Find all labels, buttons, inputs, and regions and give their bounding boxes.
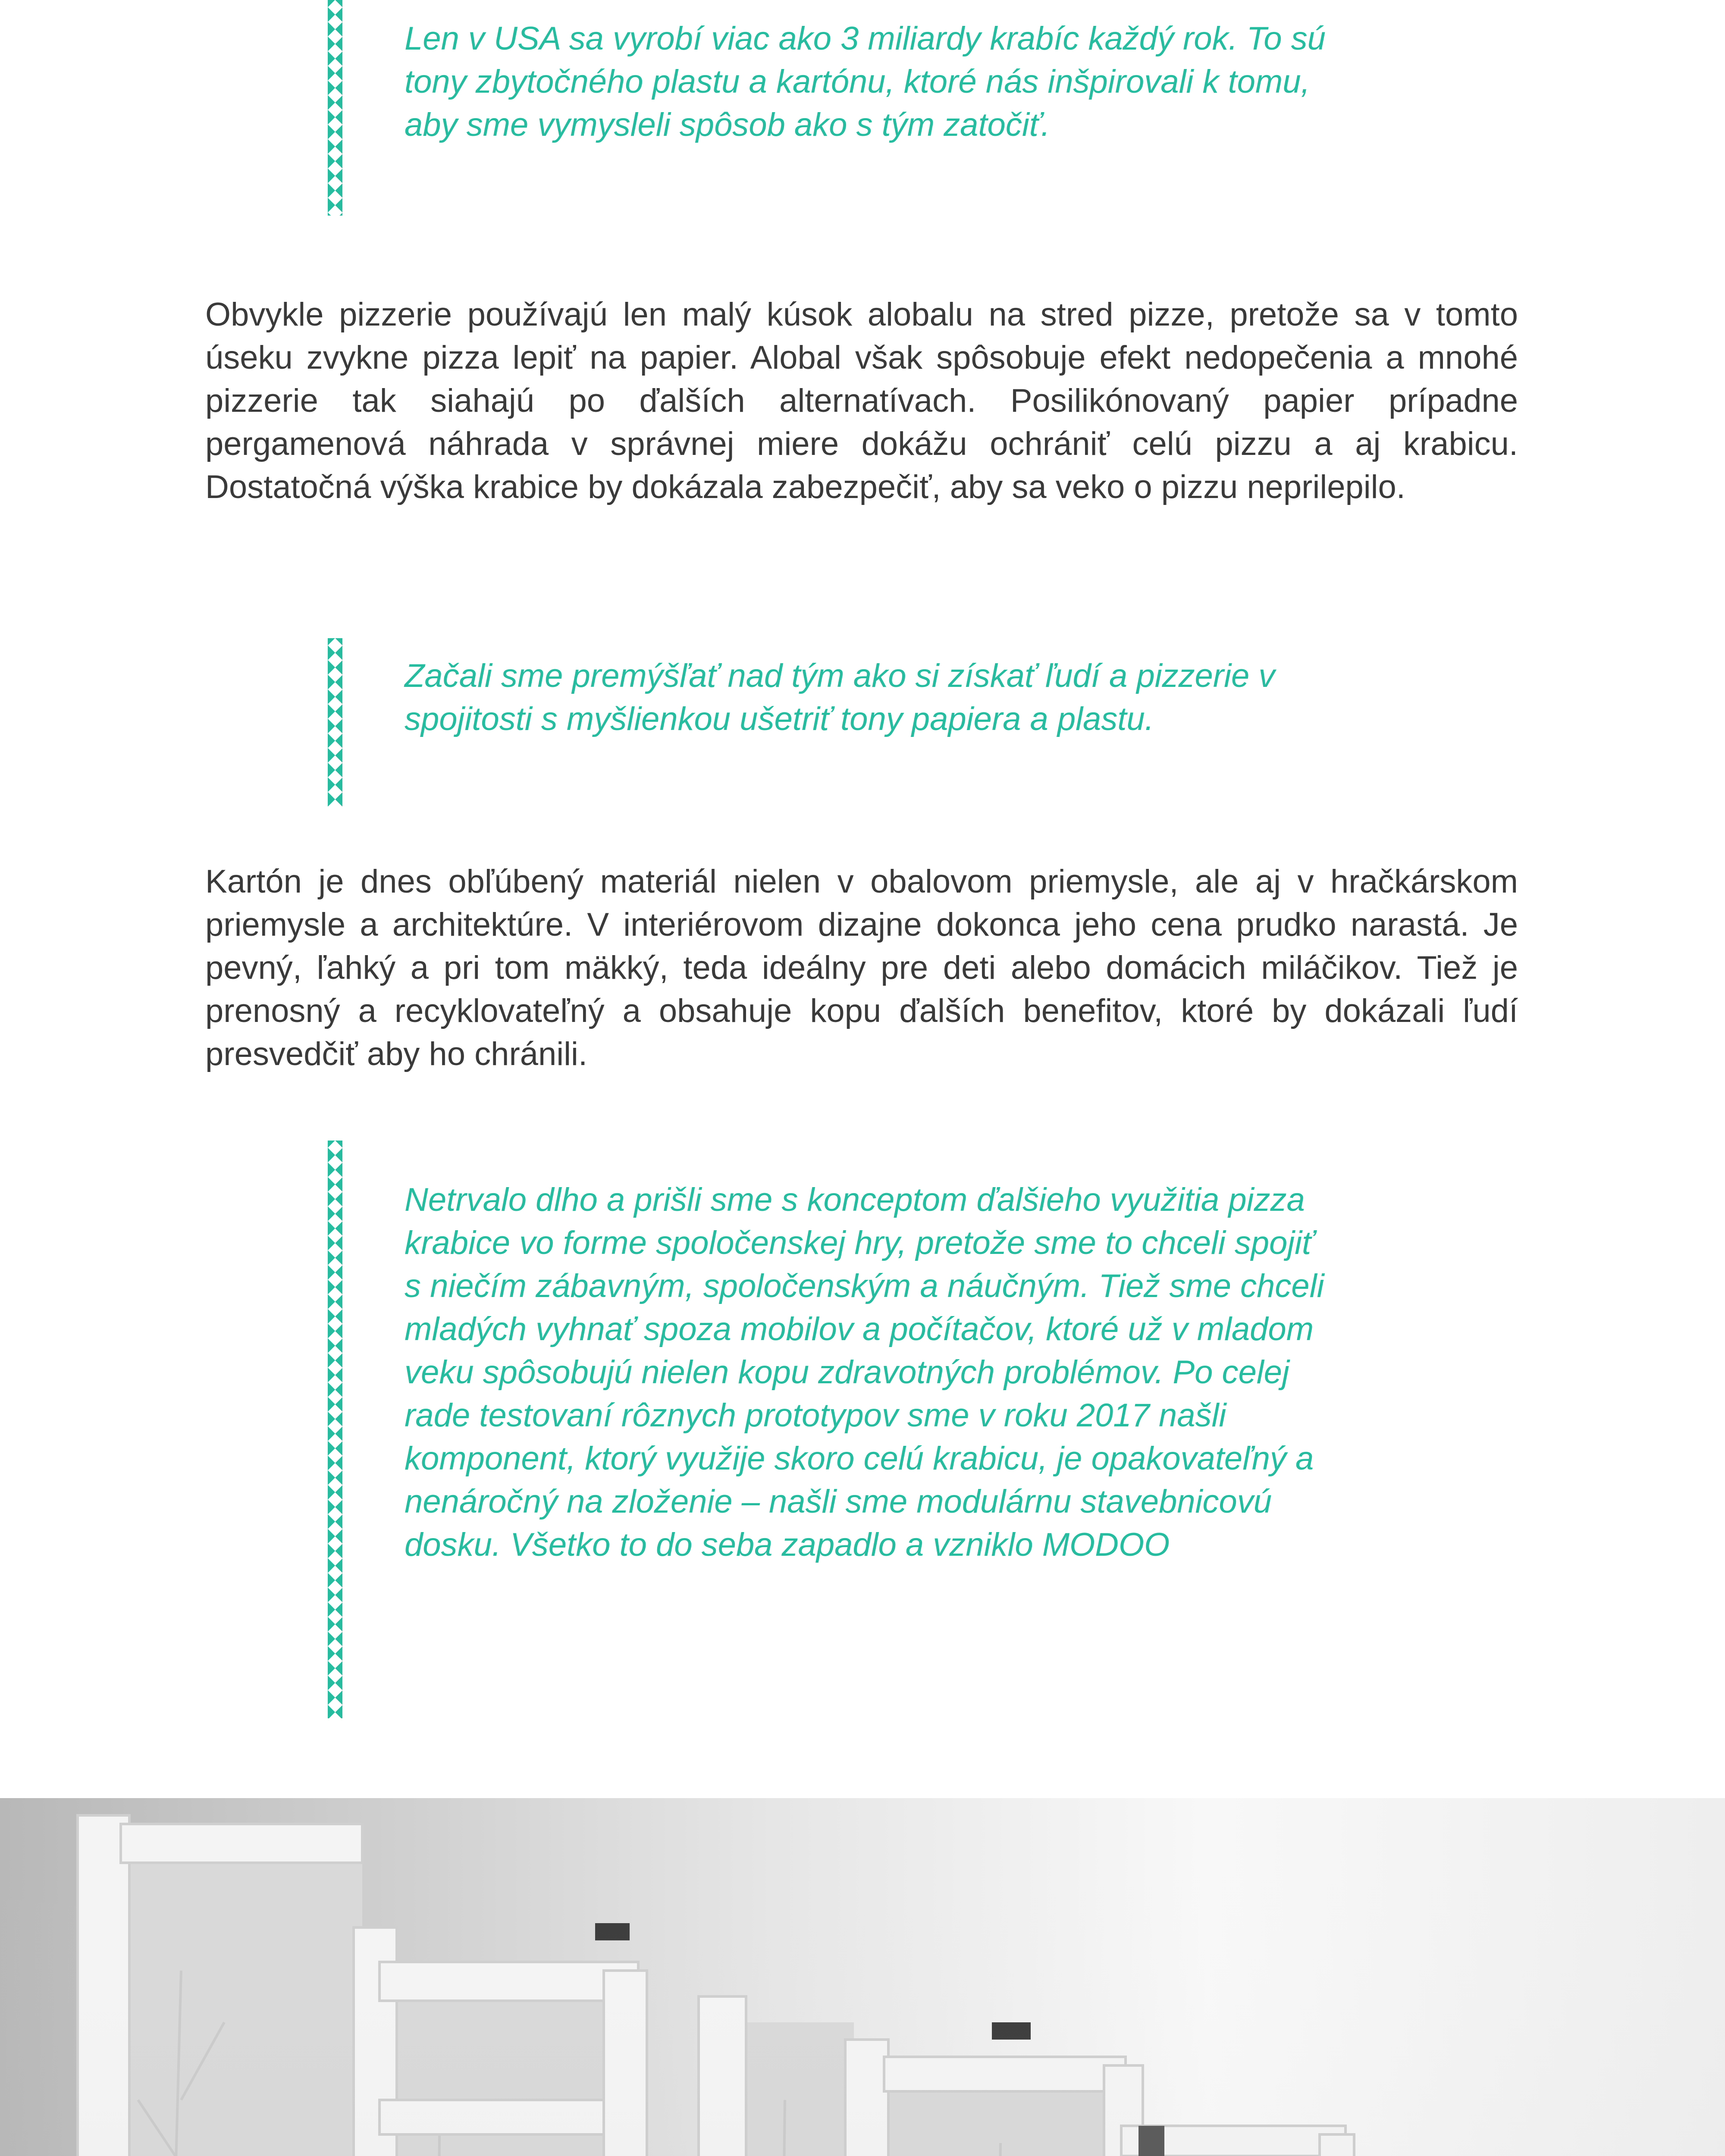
quote-zigzag-bar xyxy=(328,0,342,216)
quote-text: Len v USA sa vyrobí viac ako 3 miliardy krabíc každý rok. To sú tony zbytočného plastu a kartónu, ktoré nás inšpirovali k tomu, aby sme vymysleli spôsob ako s tým zatočiť. xyxy=(405,20,1326,143)
quote-zigzag-bar xyxy=(328,1141,342,1718)
cardboard-shelf-photo xyxy=(0,1798,1725,2156)
quote-zigzag-bar xyxy=(328,638,342,806)
body-paragraph-1: Obvykle pizzerie používajú len malý kúsok alobalu na stred pizze, pretože sa v tomto úseku zvykne pizza lepiť na papier. Alobal však spôsobuje efekt nedopečenia a mnohé pizzerie tak siahajú po ďalších alternatívach. Posilikónovaný papier prípadne pergamenová náhrada v správnej miere dokážu ochrániť celú pizzu a aj krabicu. Dostatočná výška krabice by dokázala zabezpečiť, aby sa veko o pizzu neprilepilo. xyxy=(205,296,1518,505)
quote-text: Začali sme premýšľať nad tým ako si získať ľudí a pizzerie v spojitosti s myšlienkou ušetriť tony papiera a plastu. xyxy=(405,658,1275,737)
body-paragraph-2: Kartón je dnes obľúbený materiál nielen v obalovom priemysle, ale aj v hračkárskom priemysle a architektúre. V interiérovom dizajne dokonca jeho cena prudko narastá. Je pevný, ľahký a pri tom mäkký, teda ideálny pre deti alebo domácich miláčikov. Tiež je prenosný a recyklovateľný a obsahuje kopu ďalších benefitov, ktoré by dokázali ľudí presvedčiť aby ho chránili. xyxy=(205,863,1518,1072)
quote-text: Netrvalo dlho a prišli sme s konceptom ďalšieho využitia pizza krabice vo forme spoločenskej hry, pretože sme to chceli spojiť s niečím zábavným, spoločenským a náučným. Tiež sme chceli mladých vyhnať spoza mobilov a počítačov, ktoré už v mladom veku spôsobujú nielen kopu zdravotných problémov. Po celej rade testovaní rôznych prototypov sme v roku 2017 našli komponent, ktorý využije skoro celú krabicu, je opakovateľný a nenáročný na zloženie – našli sme modulárnu stavebnicovú dosku. Všetko to do seba zapadlo a vzniklo MODOO xyxy=(405,1181,1324,1563)
